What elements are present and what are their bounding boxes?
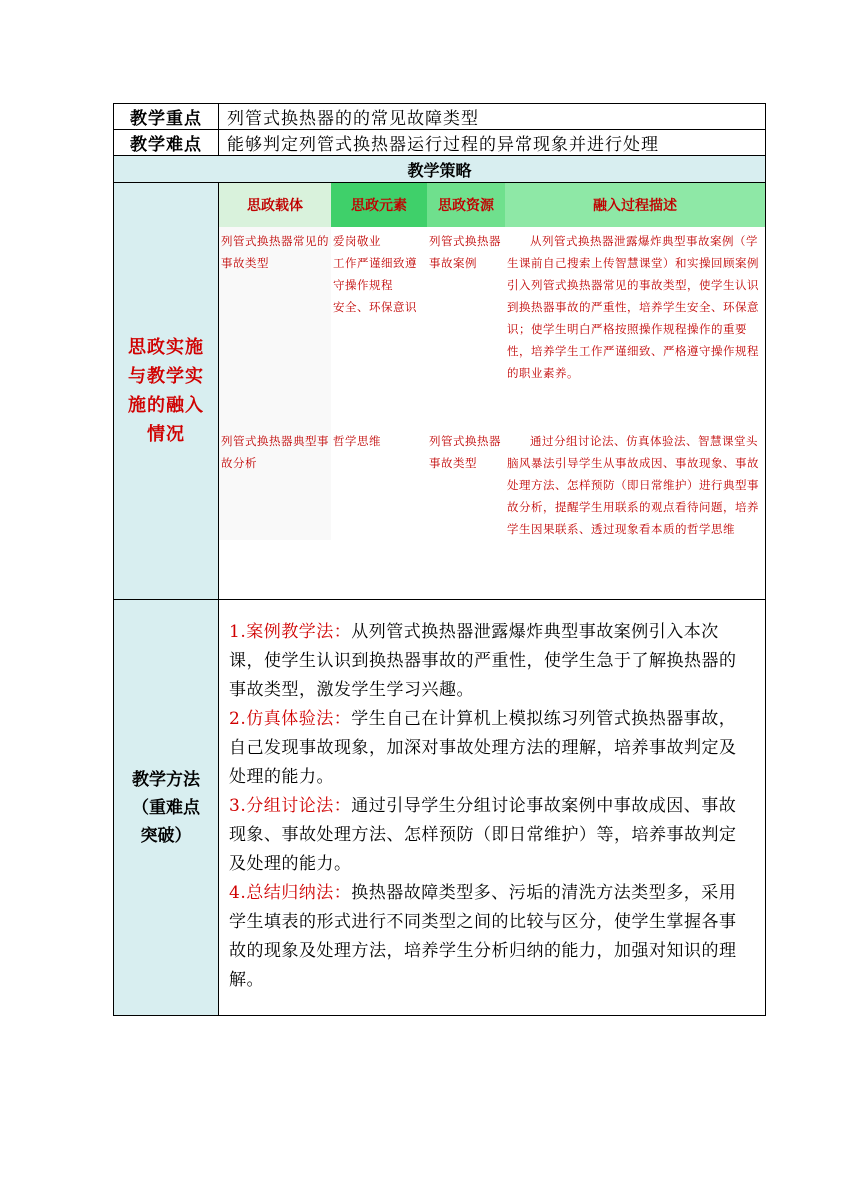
key-point-text: 列管式换热器的的常见故障类型 xyxy=(219,104,766,130)
methods-label xyxy=(114,600,219,1016)
method-text: 通过引导学生分组讨论事故案例中事故成因、事故现象、事故处理方法、怎样预防（即日常维护）等，培养事故判定及处理的能力。 xyxy=(229,796,737,874)
method-item xyxy=(229,879,749,995)
method-name: 2.仿真体验法： xyxy=(229,709,352,729)
method-text: 学生自己在计算机上模拟练习列管式换热器事故，自己发现事故现象，加深对事故处理方法的理解，培养事故判定及处理的能力。 xyxy=(229,709,737,787)
key-point-row xyxy=(114,104,766,130)
header-elements: 思政元素 xyxy=(331,183,427,227)
ideology-header-row xyxy=(219,183,765,227)
method-name: 4.总结归纳法： xyxy=(229,883,352,903)
method-item xyxy=(229,792,749,879)
methods-row xyxy=(114,600,766,1016)
lesson-plan-table xyxy=(113,103,766,1016)
side-label-line: 思政实施 xyxy=(128,337,204,358)
header-resource: 思政资源 xyxy=(427,183,505,227)
difficult-point-text: 能够判定列管式换热器运行过程的异常现象并进行处理 xyxy=(219,130,766,156)
ideology-row-2 xyxy=(219,427,765,540)
resource-cell: 列管式换热器事故案例 xyxy=(429,234,501,270)
key-point-label: 教学重点 xyxy=(114,104,219,130)
ideology-table-cell xyxy=(219,183,766,600)
method-name: 3.分组讨论法： xyxy=(229,796,352,816)
method-text: 换热器故障类型多、污垢的清洗方法类型多，采用学生填表的形式进行不同类型之间的比较与区分，使学生掌握各事故的现象及处理方法，培养学生分析归纳的能力，加强对知识的理解。 xyxy=(229,883,737,990)
strategy-header: 教学策略 xyxy=(114,156,766,183)
elements-cell: 哲学思维 xyxy=(333,434,381,448)
method-text: 从列管式换热器泄露爆炸典型事故案例引入本次课，使学生认识到换热器事故的严重性，使学生急于了解换热器的事故类型，激发学生学习兴趣。 xyxy=(229,622,737,700)
side-label-line: 与教学实 xyxy=(128,366,204,387)
ideology-side-label xyxy=(114,183,219,600)
process-cell: 通过分组讨论法、仿真体验法、智慧课堂头脑风暴法引导学生从事故成因、事故现象、事故处理方法、怎样预防（即日常维护）进行典型事故分析，提醒学生用联系的观点看待问题，培养学生因果联系、透过现象看本质的哲学思维 xyxy=(507,434,759,536)
difficult-point-label: 教学难点 xyxy=(114,130,219,156)
side-label-line: 施的融入 xyxy=(128,395,204,416)
difficult-point-row xyxy=(114,130,766,156)
methods-label-line: （重难点 xyxy=(132,797,200,818)
side-label-line: 情况 xyxy=(147,424,185,445)
ideology-row-1 xyxy=(219,227,765,427)
ideology-row xyxy=(114,183,766,600)
carrier-cell: 列管式换热器典型事故分析 xyxy=(219,427,331,540)
methods-label-line: 教学方法 xyxy=(132,769,200,790)
method-item xyxy=(229,705,749,792)
strategy-header-row xyxy=(114,156,766,183)
methods-label-line: 突破） xyxy=(140,825,192,846)
ideology-table xyxy=(219,183,765,540)
elements-cell: 爱岗敬业 工作严谨细致遵守操作规程 安全、环保意识 xyxy=(333,234,417,314)
methods-content xyxy=(219,600,766,1016)
process-cell: 从列管式换热器泄露爆炸典型事故案例（学生课前自己搜索上传智慧课堂）和实操回顾案例引入列管式换热器常见的事故类型，使学生认识到换热器事故的严重性，培养学生安全、环保意识；使学生明白严格按照操作规程操作的重要性，培养学生工作严谨细致、严格遵守操作规程的职业素养。 xyxy=(507,234,759,380)
carrier-cell: 列管式换热器常见的事故类型 xyxy=(219,227,331,427)
header-process: 融入过程描述 xyxy=(505,183,765,227)
header-carrier: 思政载体 xyxy=(219,183,331,227)
method-item xyxy=(229,618,749,705)
resource-cell: 列管式换热器事故类型 xyxy=(429,434,501,470)
lesson-plan-page xyxy=(113,103,765,1016)
method-name: 1.案例教学法： xyxy=(229,622,352,642)
